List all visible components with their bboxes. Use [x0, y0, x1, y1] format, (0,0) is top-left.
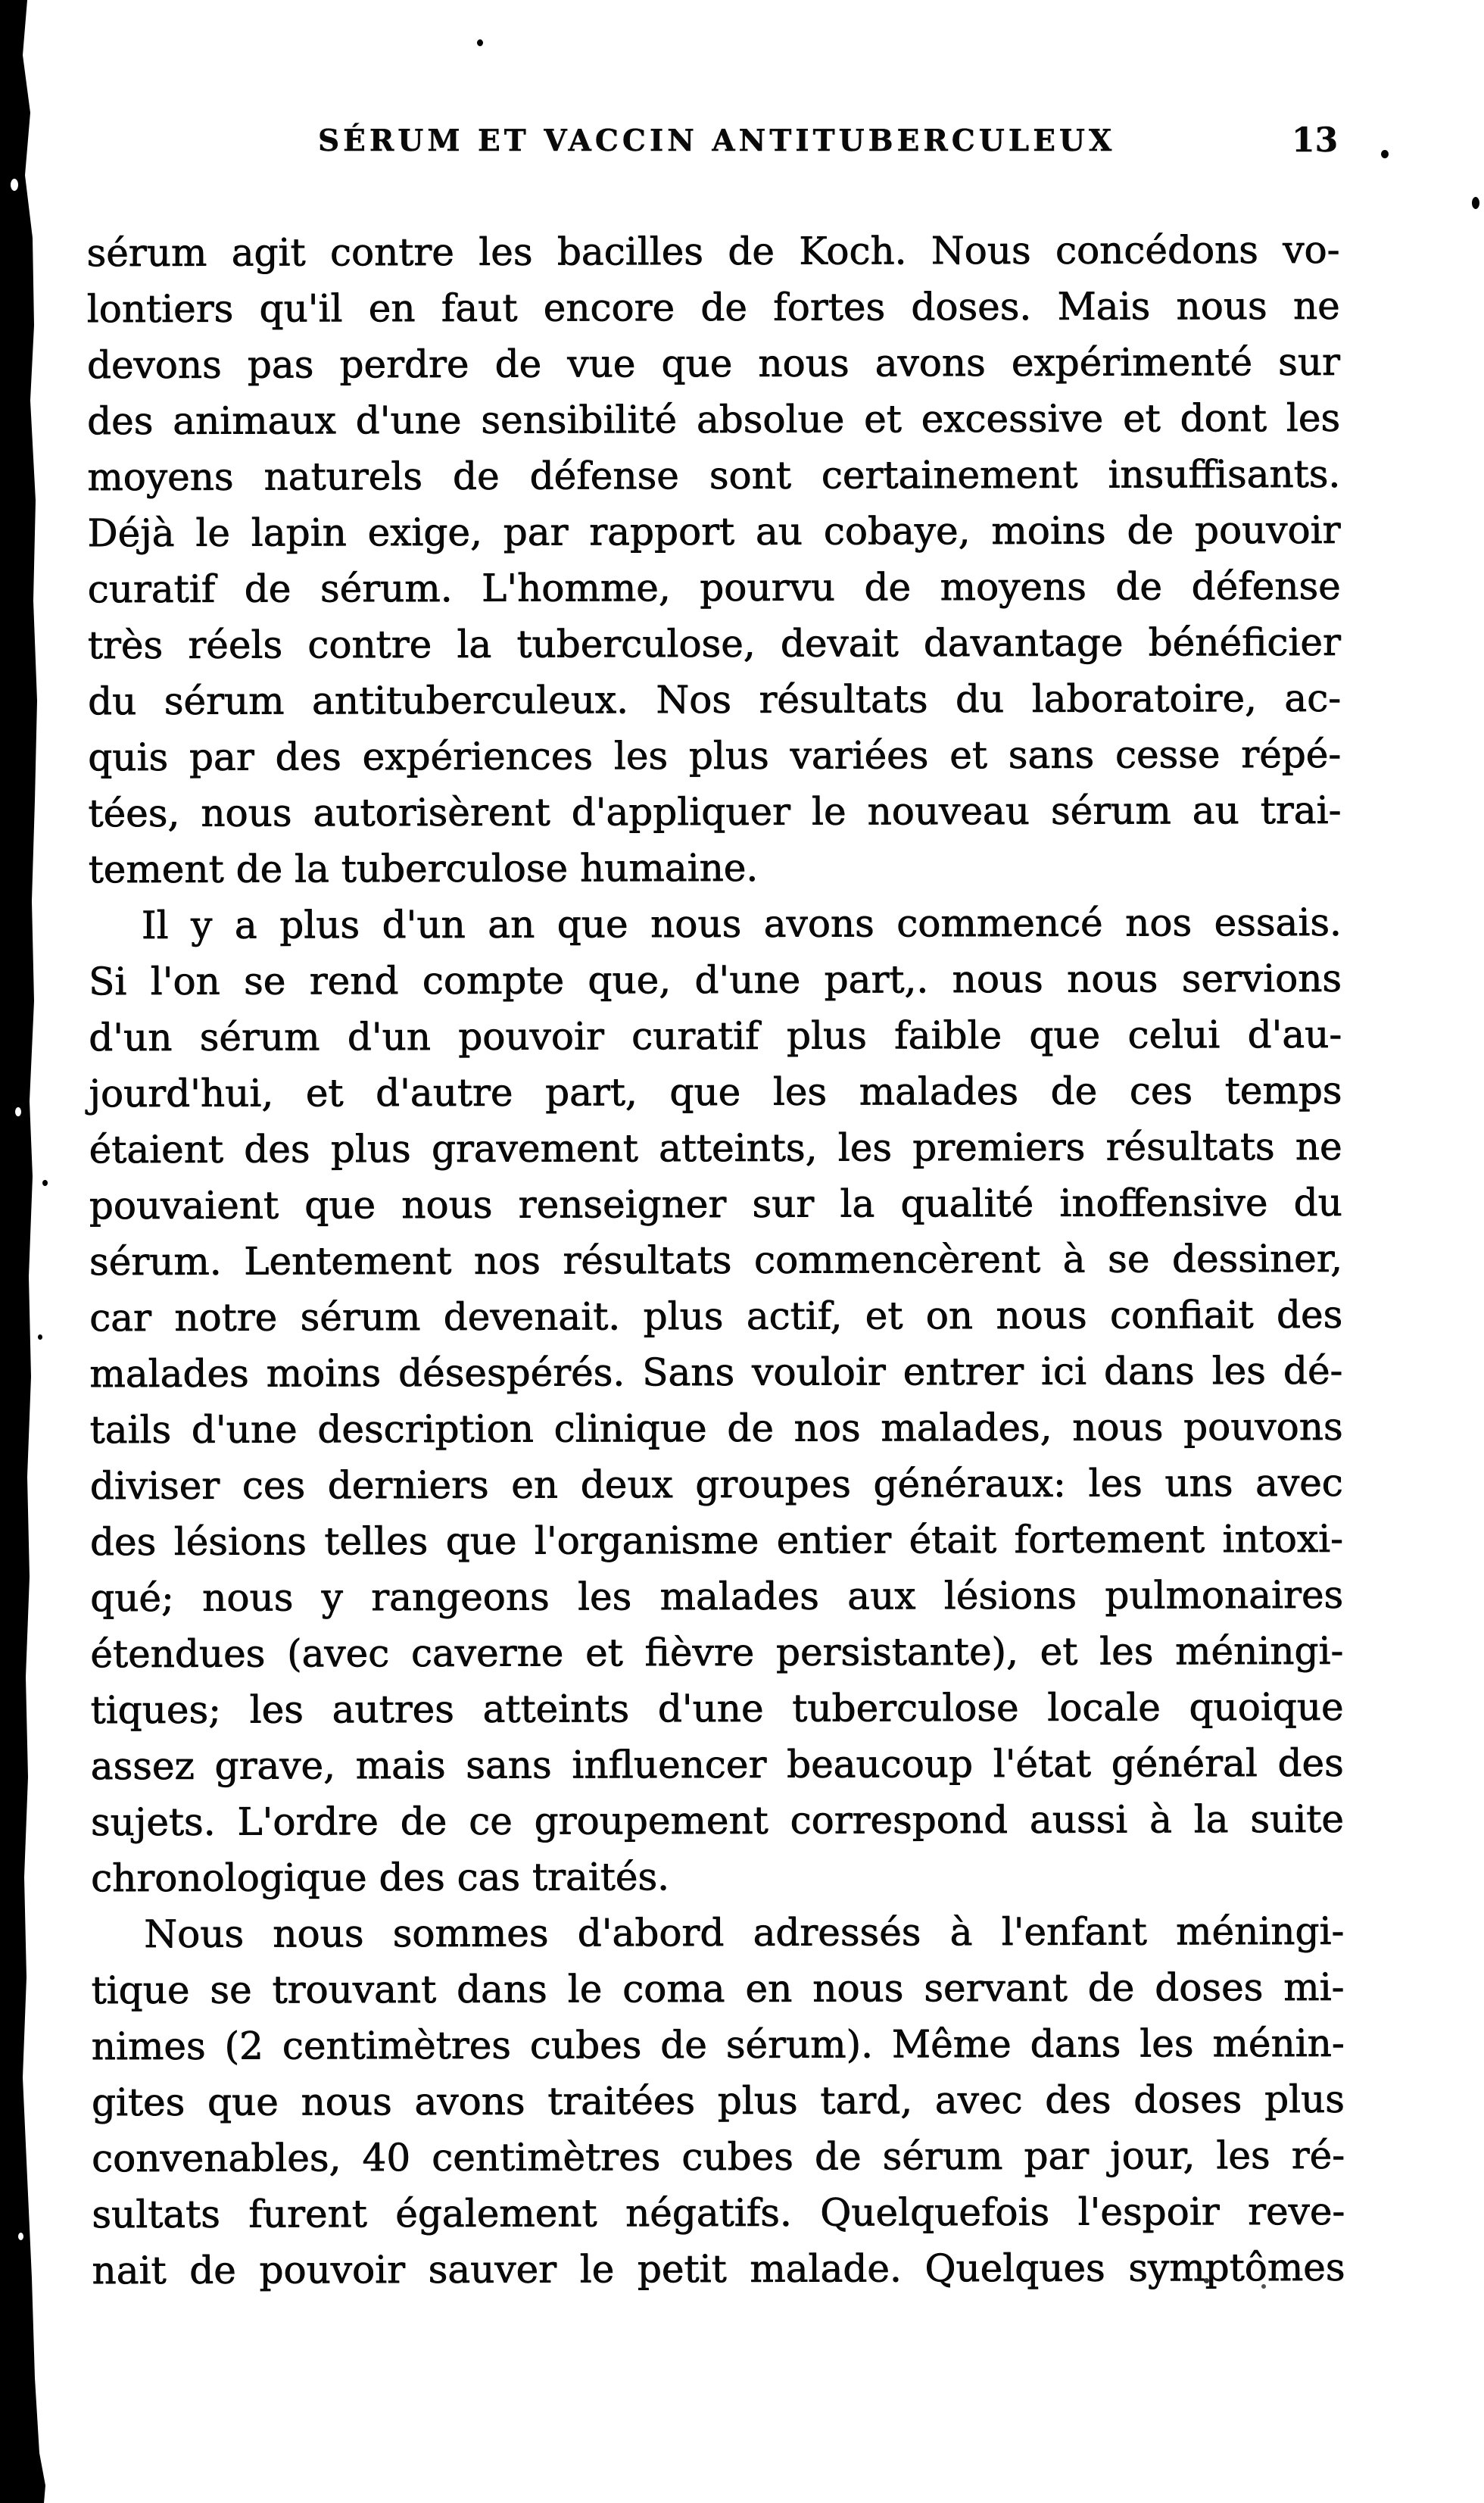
text-line: malades moins désespérés. Sans vouloir entrer ici dans les dé- [89, 1348, 1343, 1397]
ink-speck [42, 1180, 48, 1186]
running-header-title: SÉRUM ET VACCIN ANTITUBERCULEUX [318, 123, 1116, 158]
paragraph [89, 894, 1344, 1906]
page-number: 13 [1292, 121, 1339, 160]
text-line: étendues (avec caverne et fièvre persistante), et les méningi- [90, 1628, 1344, 1677]
ink-speck [1472, 197, 1479, 209]
text-line: du sérum antituberculeux. Nos résultats du laboratoire, ac- [87, 676, 1342, 724]
text-line: d'un sérum d'un pouvoir curatif plus faible que celui d'au- [89, 1012, 1342, 1060]
text-line: car notre sérum devenait. plus actif, et on nous confiait des [89, 1292, 1343, 1340]
text-line: assez grave, mais sans influencer beaucoup l'état général des [90, 1740, 1344, 1789]
text-line: tails d'une description clinique de nos malades, nous pouvons [89, 1404, 1343, 1453]
text-line: lontiers qu'il en faut encore de fortes doses. Mais nous ne [86, 283, 1340, 332]
text-line: nait de pouvoir sauver le petit malade. Quelques symptômes [92, 2245, 1345, 2293]
text-line: qué; nous y rangeons les malades aux lésions pulmonaires [90, 1572, 1344, 1621]
text-line: gites que nous avons traitées plus tard, avec des doses plus [91, 2077, 1345, 2125]
text-line: sérum agit contre les bacilles de Koch. Nous concédons vo- [86, 227, 1340, 276]
text-line: moyens naturels de défense sont certainement insuffisants. [87, 451, 1341, 500]
text-line: convenables, 40 centimètres cubes de sérum par jour, les ré- [92, 2133, 1345, 2181]
text-line: Déjà le lapin exige, par rapport au cobaye, moins de pouvoir [87, 507, 1341, 556]
paragraph [91, 1903, 1345, 2299]
text-line: tique se trouvant dans le coma en nous servant de doses mi- [91, 1965, 1345, 2013]
text-line: sujets. L'ordre de ce groupement correspond aussi à la suite [90, 1796, 1345, 1845]
text-line: des lésions telles que l'organisme entier était fortement intoxi- [89, 1516, 1344, 1565]
text-line: Nous nous sommes d'abord adressés à l'enfant méningi- [144, 1908, 1345, 1956]
body-text [86, 222, 1345, 2299]
text-line: chronologique des cas traités. [91, 1855, 670, 1901]
text-line: sérum. Lentement nos résultats commencèrent à se dessiner, [89, 1236, 1343, 1284]
text-line: Si l'on se rend compte que, d'une part,. nous nous servions [88, 956, 1342, 1004]
scan-white-speck [15, 1107, 21, 1116]
text-line: nimes (2 centimètres cubes de sérum). Même dans les ménin- [91, 2021, 1345, 2069]
text-line: curatif de sérum. L'homme, pourvu de moyens de défense [87, 563, 1341, 612]
ink-speck [477, 39, 483, 46]
text-line: diviser ces derniers en deux groupes généraux: les uns avec [89, 1460, 1343, 1509]
text-line: tées, nous autorisèrent d'appliquer le nouveau sérum au trai- [88, 788, 1342, 836]
text-line: quis par des expériences les plus variées et sans cesse répé- [88, 732, 1342, 780]
text-line: tement de la tuberculose humaine. [88, 845, 759, 892]
text-line: tiques; les autres atteints d'une tuberculose locale quoique [90, 1684, 1344, 1733]
ink-speck [38, 1334, 42, 1340]
text-line: Il y a plus d'un an que nous avons commencé nos essais. [141, 900, 1342, 947]
ink-dot-after-page-number [1381, 150, 1389, 158]
scan-white-speck [11, 179, 18, 191]
text-line: pouvaient que nous renseigner sur la qualité inoffensive du [89, 1180, 1342, 1228]
paragraph [86, 222, 1341, 897]
text-line: des animaux d'une sensibilité absolue et excessive et dont les [87, 395, 1341, 444]
text-line: devons pas perdre de vue que nous avons expérimenté sur [86, 339, 1340, 388]
scan-white-speck [18, 2233, 23, 2240]
text-line: étaient des plus gravement atteints, les premiers résultats ne [89, 1124, 1342, 1172]
text-line: jourd'hui, et d'autre part, que les malades de ces temps [89, 1068, 1342, 1116]
scan-border-artifact [0, 0, 61, 2503]
text-line: sultats furent également négatifs. Quelquefois l'espoir reve- [92, 2189, 1345, 2237]
text-line: très réels contre la tuberculose, devait davantage bénéficier [87, 620, 1341, 668]
